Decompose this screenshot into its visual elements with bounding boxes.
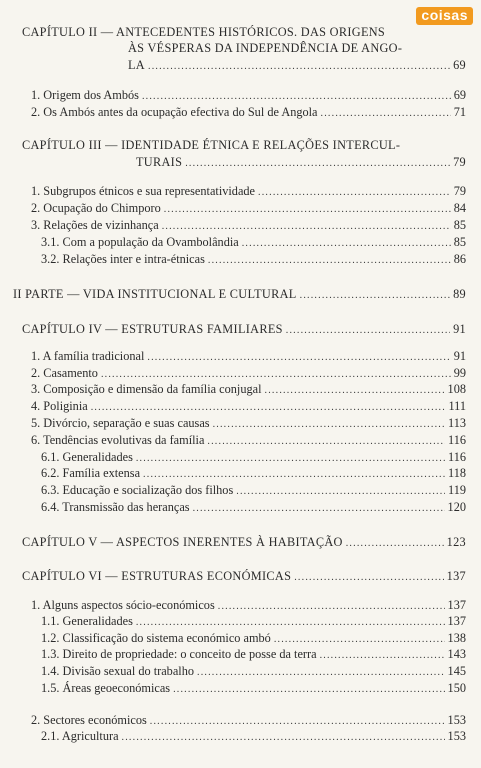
entry-label: 6.1. Generalidades <box>41 450 133 464</box>
toc-entry[interactable] <box>41 482 466 498</box>
page-number: 143 <box>447 647 466 661</box>
page-number: 137 <box>447 614 466 628</box>
leader-dots <box>173 682 444 698</box>
toc-entry[interactable] <box>41 630 466 646</box>
chapter-3-title-line2: TURAIS <box>136 155 183 169</box>
toc-entry[interactable] <box>41 680 466 696</box>
page-number: 91 <box>453 322 466 336</box>
leader-dots <box>286 323 450 339</box>
leader-dots <box>164 202 451 218</box>
toc-entry[interactable] <box>41 449 466 465</box>
page-number: 120 <box>447 500 466 514</box>
chapter-5-entry[interactable] <box>22 534 466 550</box>
leader-dots <box>294 570 443 586</box>
chapter-4-title: CAPÍTULO IV — ESTRUTURAS FAMILIARES <box>22 322 283 336</box>
entry-label: 1. Alguns aspectos sócio-económicos <box>31 598 215 612</box>
leader-dots <box>242 236 451 252</box>
entry-label: 2. Os Ambós antes da ocupação efectiva do Sul de Angola <box>31 105 318 119</box>
leader-dots <box>265 383 445 399</box>
watermark-logo: coisas <box>416 7 473 25</box>
leader-dots <box>185 156 450 172</box>
chapter-4-entry[interactable] <box>22 321 466 337</box>
entry-label: 3. Composição e dimensão da família conjugal <box>31 382 262 396</box>
page-number: 86 <box>453 252 466 266</box>
page-number: 153 <box>447 713 466 727</box>
page-number: 84 <box>453 201 466 215</box>
page-number: 137 <box>447 598 466 612</box>
leader-dots <box>193 501 445 517</box>
leader-dots <box>300 288 450 304</box>
page-number: 145 <box>447 664 466 678</box>
leader-dots <box>143 467 445 483</box>
page-number: 116 <box>448 433 466 447</box>
page-number: 79 <box>453 184 466 198</box>
page-number: 123 <box>446 535 466 549</box>
toc-entry[interactable] <box>31 348 466 364</box>
page-number: 71 <box>453 105 466 119</box>
entry-label: 6.3. Educação e socialização dos filhos <box>41 483 234 497</box>
leader-dots <box>197 665 445 681</box>
leader-dots <box>208 253 451 269</box>
leader-dots <box>136 615 445 631</box>
part-2-entry[interactable] <box>13 286 466 302</box>
page-number: 91 <box>453 349 466 363</box>
toc-entry[interactable] <box>41 499 466 515</box>
chapter-6-title: CAPÍTULO VI — ESTRUTURAS ECONÓMICAS <box>22 569 292 583</box>
entry-label: 1. Origem dos Ambós <box>31 88 139 102</box>
toc-entry[interactable] <box>41 646 466 662</box>
page-number: 69 <box>453 58 466 72</box>
page-number: 85 <box>453 235 466 249</box>
page-number: 99 <box>453 366 466 380</box>
chapter-2-title-line2: ÀS VÉSPERAS DA INDEPENDÊNCIA DE ANGO- <box>128 41 403 55</box>
chapter-6-entry[interactable] <box>22 568 466 584</box>
entry-label: 3.1. Com a população da Ovambolândia <box>41 235 239 249</box>
toc-entry[interactable] <box>31 597 466 613</box>
page-number: 113 <box>448 416 466 430</box>
page-number: 119 <box>448 483 466 497</box>
page-number: 137 <box>446 569 466 583</box>
entry-label: 1.2. Classificação do sistema económico ambó <box>41 631 271 645</box>
entry-label: 1.5. Áreas geoeconómicas <box>41 681 171 695</box>
toc-entry[interactable] <box>41 613 466 629</box>
leader-dots <box>213 417 445 433</box>
page-number: 89 <box>453 287 466 301</box>
toc-entry[interactable] <box>31 87 466 103</box>
part-2-title: II PARTE — VIDA INSTITUCIONAL E CULTURAL <box>13 287 297 301</box>
entry-label: 2.1. Agricultura <box>41 729 119 743</box>
entry-label: 1. A família tradicional <box>31 349 145 363</box>
leader-dots <box>320 648 445 664</box>
entry-label: 2. Sectores económicos <box>31 713 147 727</box>
leader-dots <box>321 106 451 122</box>
chapter-2-title-line1: CAPÍTULO II — ANTECEDENTES HISTÓRICOS. DAS ORIGENS <box>22 25 386 39</box>
chapter-5-title: CAPÍTULO V — ASPECTOS INERENTES À HABITAÇÃO <box>22 535 343 549</box>
leader-dots <box>142 89 451 105</box>
toc-entry[interactable] <box>31 217 466 233</box>
chapter-3-entry[interactable] <box>136 154 466 170</box>
toc-entry[interactable] <box>31 415 466 431</box>
entry-label: 1. Subgrupos étnicos e sua representatividade <box>31 184 256 198</box>
chapter-3-title-line1: CAPÍTULO III — IDENTIDADE ÉTNICA E RELAÇÕES INTERCUL- <box>22 138 401 152</box>
leader-dots <box>162 219 451 235</box>
toc-entry[interactable] <box>31 365 466 381</box>
entry-label: 6. Tendências evolutivas da família <box>31 433 205 447</box>
page-number: 69 <box>453 88 466 102</box>
entry-label: 1.3. Direito de propriedade: o conceito de posse da terra <box>41 647 317 661</box>
entry-label: 1.4. Divisão sexual do trabalho <box>41 664 194 678</box>
entry-label: 3. Relações de vizinhança <box>31 218 159 232</box>
toc-entry[interactable] <box>31 432 466 448</box>
toc-entry[interactable] <box>41 728 466 744</box>
page-number: 108 <box>447 382 466 396</box>
chapter-2-title-line3: LA <box>128 58 145 72</box>
toc-entry[interactable] <box>31 183 466 199</box>
leader-dots <box>91 400 446 416</box>
leader-dots <box>346 536 444 552</box>
toc-entry[interactable] <box>41 465 466 481</box>
leader-dots <box>147 350 450 366</box>
page-number: 85 <box>453 218 466 232</box>
toc-entry[interactable] <box>41 234 466 250</box>
entry-label: 4. Poliginia <box>31 399 88 413</box>
toc-entry[interactable] <box>41 251 466 267</box>
page-number: 150 <box>447 681 466 695</box>
chapter-2-entry[interactable] <box>128 57 466 73</box>
leader-dots <box>148 59 450 75</box>
page-number: 116 <box>448 450 466 464</box>
leader-dots <box>236 484 445 500</box>
entry-label: 5. Divórcio, separação e suas causas <box>31 416 210 430</box>
entry-label: 1.1. Generalidades <box>41 614 133 628</box>
toc-entry[interactable] <box>41 663 466 679</box>
toc-entry[interactable] <box>31 398 466 414</box>
toc-entry[interactable] <box>31 381 466 397</box>
page-number: 153 <box>447 729 466 743</box>
entry-label: 2. Ocupação do Chimporo <box>31 201 161 215</box>
entry-label: 6.4. Transmissão das heranças <box>41 500 190 514</box>
page-number: 138 <box>447 631 466 645</box>
toc-entry[interactable] <box>31 712 466 728</box>
leader-dots <box>122 730 445 746</box>
toc-entry[interactable] <box>31 200 466 216</box>
page-number: 79 <box>453 155 466 169</box>
page-number: 118 <box>448 466 466 480</box>
entry-label: 6.2. Família extensa <box>41 466 141 480</box>
entry-label: 2. Casamento <box>31 366 98 380</box>
leader-dots <box>258 185 451 201</box>
entry-label: 3.2. Relações inter e intra-étnicas <box>41 252 205 266</box>
page-number: 111 <box>448 399 466 413</box>
toc-entry[interactable] <box>31 104 466 120</box>
leader-dots <box>207 434 445 450</box>
